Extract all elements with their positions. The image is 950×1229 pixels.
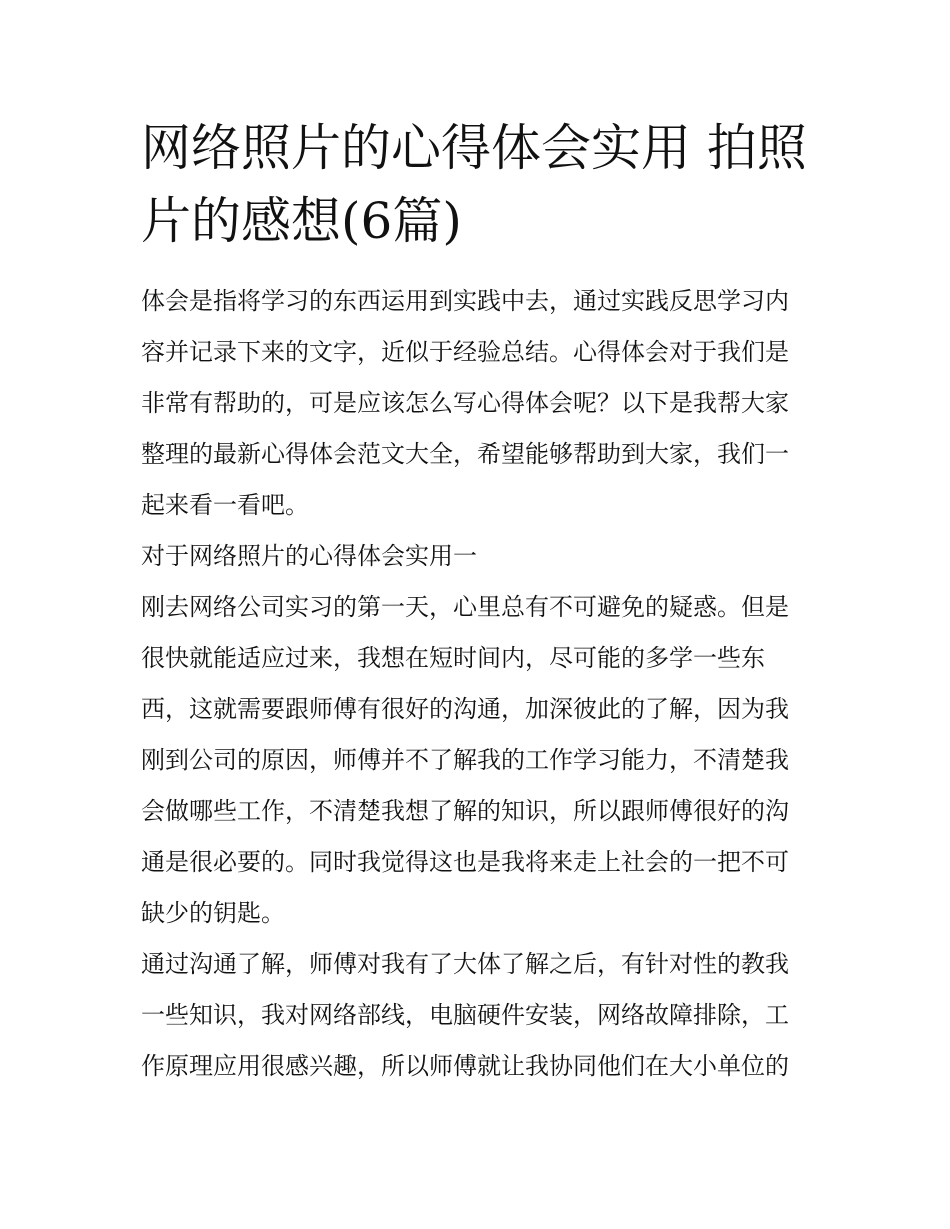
document-content [141, 112, 813, 1092]
body-line: 刚到公司的原因，师傅并不了解我的工作学习能力，不清楚我 [141, 746, 789, 774]
document-body [141, 276, 813, 1092]
body-line: 很快就能适应过来，我想在短时间内，尽可能的多学一些东 [141, 644, 765, 672]
body-line: 缺少的钥匙。 [141, 899, 285, 927]
body-line: 作原理应用很感兴趣，所以师傅就让我协同他们在大小单位的 [141, 1052, 789, 1080]
body-line: 通过沟通了解，师傅对我有了大体了解之后，有针对性的教我 [141, 950, 789, 978]
body-line: 通是很必要的。同时我觉得这也是我将来走上社会的一把不可 [141, 848, 789, 876]
body-line: 西，这就需要跟师傅有很好的沟通，加深彼此的了解，因为我 [141, 695, 789, 723]
body-line: 体会是指将学习的东西运用到实践中去，通过实践反思学习内 [141, 287, 789, 315]
body-line: 容并记录下来的文字，近似于经验总结。心得体会对于我们是 [141, 338, 789, 366]
section-heading: 对于网络照片的心得体会实用一 [141, 542, 477, 570]
body-line: 非常有帮助的，可是应该怎么写心得体会呢？以下是我帮大家 [141, 389, 789, 417]
body-line: 刚去网络公司实习的第一天，心里总有不可避免的疑惑。但是 [141, 593, 789, 621]
body-line: 会做哪些工作，不清楚我想了解的知识，所以跟师傅很好的沟 [141, 797, 789, 825]
body-line: 起来看一看吧。 [141, 491, 309, 519]
body-line: 一些知识，我对网络部线，电脑硬件安装，网络故障排除，工 [141, 1001, 789, 1029]
title-line: 网络照片的心得体会实用 拍照 [141, 119, 807, 177]
body-line: 整理的最新心得体会范文大全，希望能够帮助到大家，我们一 [141, 440, 789, 468]
title-line: 片的感想(6篇) [141, 192, 462, 250]
document-title [141, 112, 813, 258]
